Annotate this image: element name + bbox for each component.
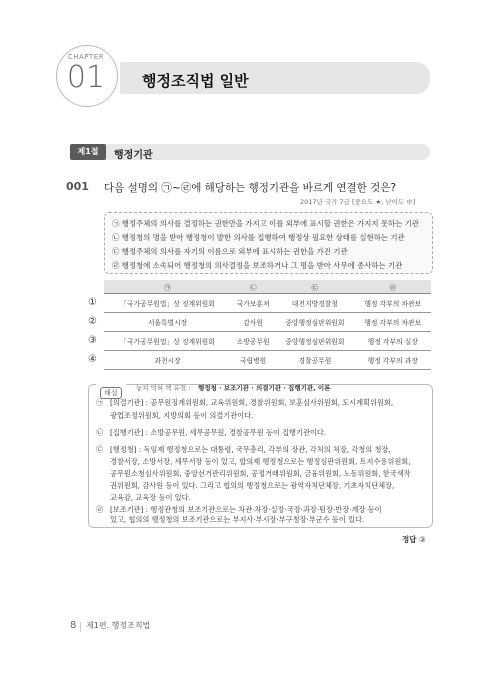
option-number: ① (88, 297, 97, 308)
footer-title: 제1편. 행정조직법 (86, 621, 151, 630)
question-text: 다음 설명의 ㉠~㉣에 해당하는 행정기관을 바르게 연결한 것은? (104, 182, 397, 194)
option-cell: 국립병원 (231, 351, 275, 370)
statement-4: ㉣ 행정청에 소속되어 행정청의 의사결정을 보조하거나 그 명을 받아 사무에 종사하는 기관 (112, 261, 403, 270)
section-tag: 제1절 (70, 144, 106, 160)
chapter-label: CHAPTER (67, 53, 105, 61)
option-cell: 행정 각부의 과장 (355, 351, 431, 370)
option-cell: 서울특별시장 (104, 313, 231, 332)
option-cell: 「국가공무원법」상 징계위원회 (104, 294, 231, 313)
answer-label: 정답 (402, 535, 417, 544)
explanation-line: [의결기관] : 공무원징계위원회, 교육위원회, 경찰위원회, 보훈심사위원회, 도시계획위원회, (110, 398, 394, 407)
keyword-list: 행정청 · 보조기관 · 의결기관 · 집행기관, 이론 (198, 384, 331, 392)
option-number: ④ (88, 354, 97, 365)
option-row (104, 294, 431, 313)
options-table (104, 280, 431, 370)
section-title: 행정기관 (114, 150, 153, 161)
table-header-cell: ㉣ (355, 280, 431, 294)
option-cell: 국가보훈처 (231, 294, 275, 313)
table-header-cell: ㉢ (275, 280, 354, 294)
option-cell: 중앙행정심판위원회 (275, 313, 354, 332)
footer-divider (80, 622, 81, 632)
keyword-label: 놓쳐 먹혀 핵 유형 : (136, 384, 191, 392)
option-row (104, 332, 431, 351)
option-cell: 행정 각부의 차관보 (355, 294, 431, 313)
option-number: ② (88, 316, 97, 327)
explanation-line: 있고, 협의의 행정청의 보조기관으로는 부지사·부시장·부구청장·부군수 등이 있다. (110, 515, 365, 524)
chapter-number: 01 (66, 60, 106, 95)
explanation-mark: ㉡ (96, 428, 104, 437)
explanation-mark: ㉢ (96, 445, 104, 454)
explanation-header (96, 380, 126, 399)
table-header-cell: ㉠ (104, 280, 231, 294)
statement-3: ㉢ 행정주체의 의사를 자기의 이름으로 외부에 표시하는 권한을 가진 기관 (112, 247, 348, 256)
explanation-mark: ㉠ (96, 398, 104, 407)
explanation-line: 광업조정위원회, 지방의회 등이 의결기관이다. (110, 411, 254, 420)
statement-1: ㉠ 행정주체의 의사를 결정하는 권한만을 가지고 이를 외부에 표시할 권한은 가지지 못하는 기관 (112, 219, 419, 228)
explanation-line: [행정청] : 독임제 행정청으로는 대통령, 국무총리, 각부의 장관, 각처의 처장, 각청의 청장, (110, 445, 391, 454)
explanation-tag: 해설 (100, 387, 122, 399)
option-cell: 중앙행정심판위원회 (275, 332, 354, 351)
explanation-line: 공무원소청심사위원회, 중앙선거관리위원회, 공정거래위원회, 금융위원회, 노동위원회, 한국색작 (110, 469, 411, 478)
option-cell: 감사원 (231, 313, 275, 332)
explanation-line: 권위원회, 감사원 등이 있다. 그리고 협의의 행정청으로는 광역자치단체장, 기초자치단체장, (110, 481, 395, 490)
explanation-mark: ㉣ (96, 505, 104, 514)
option-cell: 「국가공무원법」상 징계위원회 (104, 332, 231, 351)
table-header-cell: ㉡ (231, 280, 275, 294)
option-row (104, 351, 431, 370)
option-row (104, 313, 431, 332)
statement-2: ㉡ 행정청의 명을 받아 행정청이 발한 의사를 집행하여 행정상 필요한 상태를 실현하는 기관 (112, 233, 405, 242)
table-header-row (104, 280, 431, 294)
option-cell: 행정 각부의 실장 (355, 332, 431, 351)
option-cell: 소방공무원 (231, 332, 275, 351)
explanation-line: [보조기관] : 행정관청의 보조기관으로는 차관·차장·실장·국장·과장·팀장·반장·계장 등이 (110, 505, 382, 514)
chapter-title: 행정조직법 일반 (142, 72, 249, 90)
answer-value: ③ (418, 535, 426, 544)
option-number: ③ (88, 335, 97, 346)
explanation-line: [집행기관] : 소방공무원, 세무공무원, 경찰공무원 등이 집행기관이다. (110, 428, 327, 437)
explanation-line: 경찰서장, 소방서장, 세무서장 등이 있고, 합의제 행정청으로는 행정심판위원회, 토지수용위원회, (110, 457, 411, 466)
page-number: 8 (70, 620, 77, 631)
option-cell: 과천시장 (104, 351, 231, 370)
option-cell: 행정 각부의 차관보 (355, 313, 431, 332)
option-cell: 대전지방경찰청 (275, 294, 354, 313)
answer (402, 534, 426, 545)
option-cell: 경찰공무원 (275, 351, 354, 370)
explanation-line: 교육감, 교육장 등이 있다. (110, 493, 191, 502)
question-number: 001 (66, 180, 89, 193)
question-source: 2017년 국가 7급 [중요도 ★, 난이도 中] (300, 198, 416, 206)
